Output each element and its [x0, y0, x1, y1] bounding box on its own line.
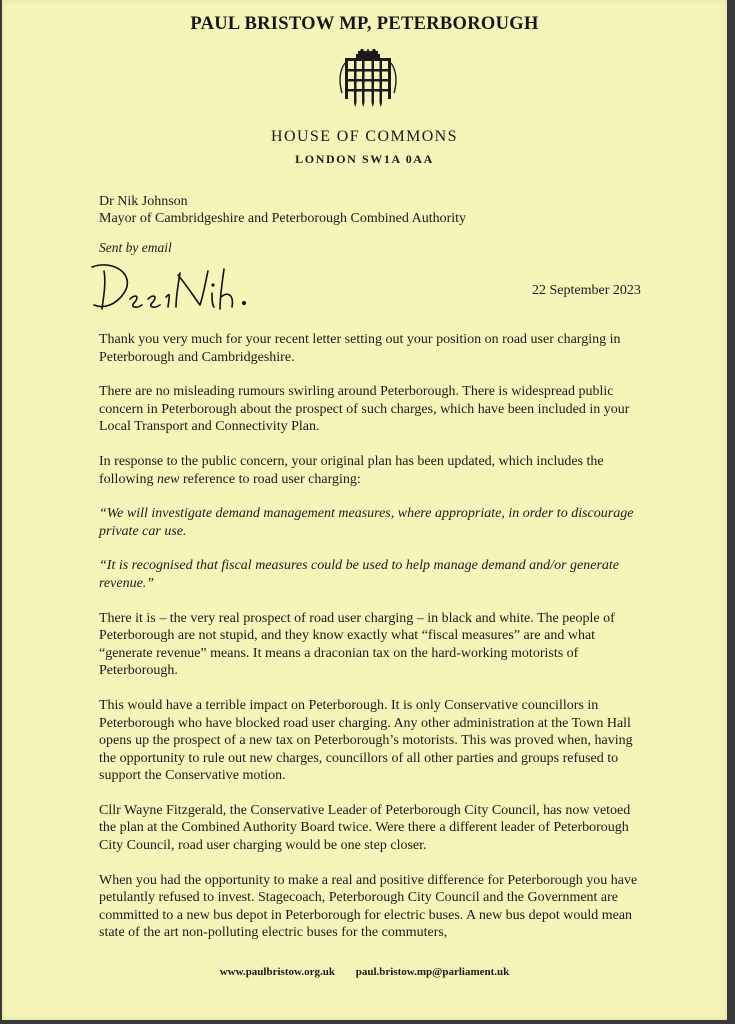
- letter-date: 22 September 2023: [532, 283, 641, 298]
- quote-1: “We will investigate demand management measures, where appropriate, in order to discourage private car use.: [99, 506, 634, 539]
- paragraph-4: There it is – the very real prospect of road user charging – in black and white. The people of Peterborough are not stupid, and they know exactly what “fiscal measures” are and what “generate revenue” means. It means a draconian tax on the hard-working motorists of Peterborough.: [99, 610, 615, 679]
- paragraph-6: Cllr Wayne Fitzgerald, the Conservative Leader of Peterborough City Council, has now vetoed the plan at the Combined Authority Board twice. Were there a different leader of Peterborough City Council, road user charging would be one step closer.: [99, 802, 631, 854]
- sent-by-email-note: Sent by email: [99, 240, 172, 255]
- recipient-name: Dr Nik Johnson: [99, 194, 188, 209]
- handwritten-greeting: [84, 253, 254, 315]
- house-address: LONDON SW1A 0AA: [295, 152, 434, 166]
- paragraph-2: There are no misleading rumours swirling around Peterborough. There is widespread public concern in Peterborough about the prospect of such charges, which have been included in your Local Transport and Connectivity Plan.: [99, 384, 630, 435]
- paragraph-1: Thank you very much for your recent letter setting out your position on road user charging in Peterborough and Cambridgeshire.: [99, 332, 621, 365]
- paragraph-3: In response to the public concern, your original plan has been updated, which includes the following new reference to road user charging:: [99, 453, 604, 487]
- house-of-commons-heading: HOUSE OF COMMONS: [271, 128, 458, 145]
- emphasis-new: new: [156, 471, 180, 487]
- recipient-title: Mayor of Cambridgeshire and Peterborough Combined Authority: [99, 211, 467, 226]
- letter-footer: [2, 966, 727, 978]
- recipient-block: [99, 193, 466, 227]
- footer-website: www.paulbristow.org.uk: [219, 966, 335, 978]
- footer-email: paul.bristow.mp@parliament.uk: [355, 966, 510, 978]
- portcullis-icon: [339, 49, 397, 109]
- letter-body: [99, 331, 644, 959]
- paragraph-5: This would have a terrible impact on Peterborough. It is only Conservative councillors in Peterborough who have blocked road user charging. Any other administration at the Town Hall opens up the prospect of a new tax on Peterborough’s motorists. This was proved when, having the opportunity to rule out new charges, councillors of all other parties and groups refused to support the Conservative motion.: [99, 697, 633, 784]
- letter-page: [2, 0, 727, 1020]
- paragraph-7: When you had the opportunity to make a real and positive difference for Peterborough you have petulantly refused to invest. Stagecoach, Peterborough City Council and the Government are committed to a new bus depot in Peterborough for electric buses. A new bus depot would mean state of the art non-polluting electric buses for the commuters,: [99, 872, 638, 941]
- quote-2: “It is recognised that fiscal measures could be used to help manage demand and/or generate revenue.”: [99, 558, 619, 591]
- letterhead-name: PAUL BRISTOW MP, PETERBOROUGH: [190, 14, 539, 34]
